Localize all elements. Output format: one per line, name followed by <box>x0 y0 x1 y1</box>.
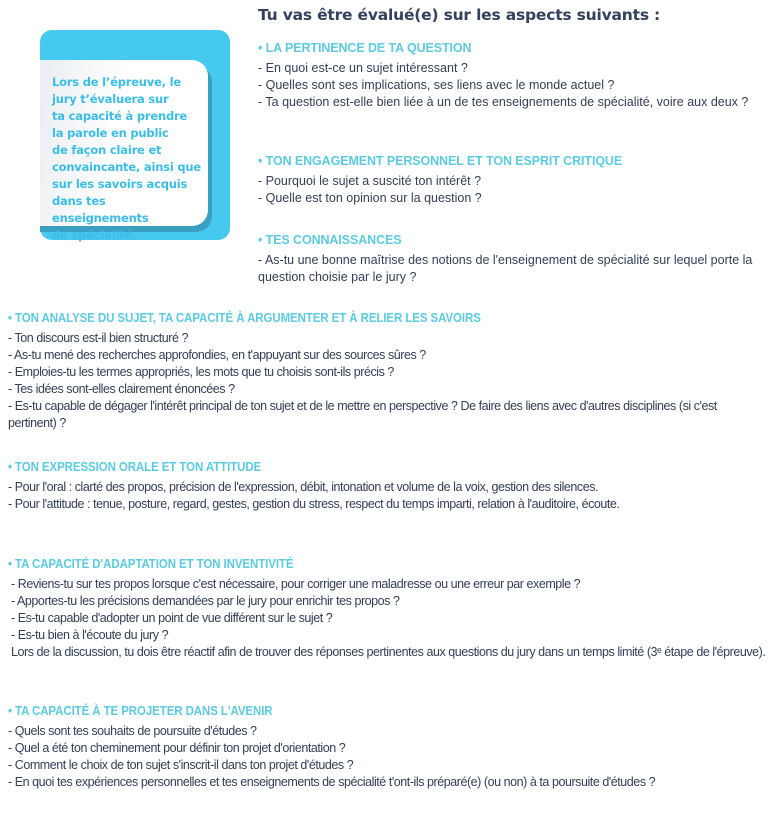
callout-text <box>52 74 202 244</box>
callout-line: de façon claire et <box>52 143 162 157</box>
section-line: - Ta question est-elle bien liée à un de tes enseignements de spécialité, voire aux deux ? <box>258 95 749 109</box>
section-adaptation <box>8 557 768 661</box>
section-pertinence <box>258 41 758 111</box>
callout-line: ta capacité à prendre <box>52 109 188 123</box>
section-line: - Quelle est ton opinion sur la question ? <box>258 191 482 205</box>
callout-line: sur les savoirs acquis <box>52 177 188 191</box>
section-line: - As-tu une bonne maîtrise des notions de l'enseignement de spécialité sur lequel porte la question choisie par le jury ? <box>258 253 753 284</box>
section-heading: • LA PERTINENCE DE TA QUESTION <box>258 41 472 55</box>
callout-line: Lors de l’épreuve, le <box>52 75 181 89</box>
section-line: - Es-tu capable de dégager l'intérêt principal de ton sujet et de le mettre en perspective ? De faire des liens avec d'autres disciplines (si c'est pertinent) ? <box>8 399 717 430</box>
section-line: - Es-tu capable d'adopter un point de vue différent sur le sujet ? <box>11 611 333 625</box>
section-line: - Pourquoi le sujet a suscité ton intérêt ? <box>258 174 482 188</box>
section-line: - Quel a été ton cheminement pour définir ton projet d'orientation ? <box>8 741 346 755</box>
callout-card <box>40 60 208 242</box>
section-note: Lors de la discussion, tu dois être réactif afin de trouver des réponses pertinentes aux questions du jury dans un temps limité (3ᵉ étape de l'épreuve). <box>11 645 766 659</box>
section-connaissances <box>258 233 758 286</box>
section-heading: • TON ENGAGEMENT PERSONNEL ET TON ESPRIT CRITIQUE <box>258 154 623 168</box>
section-line: - Emploies-tu les termes appropriés, les mots que tu choisis sont-ils précis ? <box>8 365 394 379</box>
callout-line: convaincante, ainsi que <box>52 160 202 174</box>
section-line: - Ton discours est-il bien structuré ? <box>8 331 188 345</box>
section-heading: • TON ANALYSE DU SUJET, TA CAPACITÉ À ARGUMENTER ET À RELIER LES SAVOIRS <box>8 311 481 325</box>
section-line: - Pour l'attitude : tenue, posture, regard, gestes, gestion du stress, respect du temps imparti, relation à l'auditoire, écoute. <box>8 497 620 511</box>
section-line: - Tes idées sont-elles clairement énoncées ? <box>8 382 235 396</box>
section-line: - En quoi est-ce un sujet intéressant ? <box>258 61 468 75</box>
section-line: - Apportes-tu les précisions demandées par le jury pour enrichir tes propos ? <box>11 594 400 608</box>
callout-line: dans tes enseignements <box>52 194 149 225</box>
section-line: - Comment le choix de ton sujet s'inscrit-il dans ton projet d'études ? <box>8 758 354 772</box>
section-heading: • TES CONNAISSANCES <box>258 233 402 247</box>
section-expression <box>8 460 768 513</box>
section-heading: • TA CAPACITÉ À TE PROJETER DANS L'AVENIR <box>8 704 273 718</box>
section-analyse <box>8 311 758 432</box>
section-heading: • TA CAPACITÉ D'ADAPTATION ET TON INVENTIVITÉ <box>8 557 294 571</box>
page-title: Tu vas être évalué(e) sur les aspects suivants : <box>258 6 661 24</box>
callout-line: la parole en public <box>52 126 169 140</box>
section-heading: • TON EXPRESSION ORALE ET TON ATTITUDE <box>8 460 262 474</box>
section-line: - En quoi tes expériences personnelles et tes enseignements de spécialité t'ont-ils préparé(e) (ou non) à ta poursuite d'études ? <box>8 775 656 789</box>
section-line: - As-tu mené des recherches approfondies, en t'appuyant sur des sources sûres ? <box>8 348 426 362</box>
section-line: - Quelles sont ses implications, ses liens avec le monde actuel ? <box>258 78 615 92</box>
section-avenir <box>8 704 768 791</box>
section-line: - Quels sont tes souhaits de poursuite d'études ? <box>8 724 257 738</box>
callout-line: jury t’évaluera sur <box>52 92 169 106</box>
section-line: - Pour l'oral : clarté des propos, précision de l'expression, débit, intonation et volume de la voix, gestion des silences. <box>8 480 599 494</box>
section-line: - Es-tu bien à l'écoute du jury ? <box>11 628 169 642</box>
section-line: - Reviens-tu sur tes propos lorsque c'est nécessaire, pour corriger une maladresse ou une erreur par exemple ? <box>11 577 581 591</box>
callout-line: de spécialité. <box>52 228 137 242</box>
section-engagement <box>258 154 758 207</box>
